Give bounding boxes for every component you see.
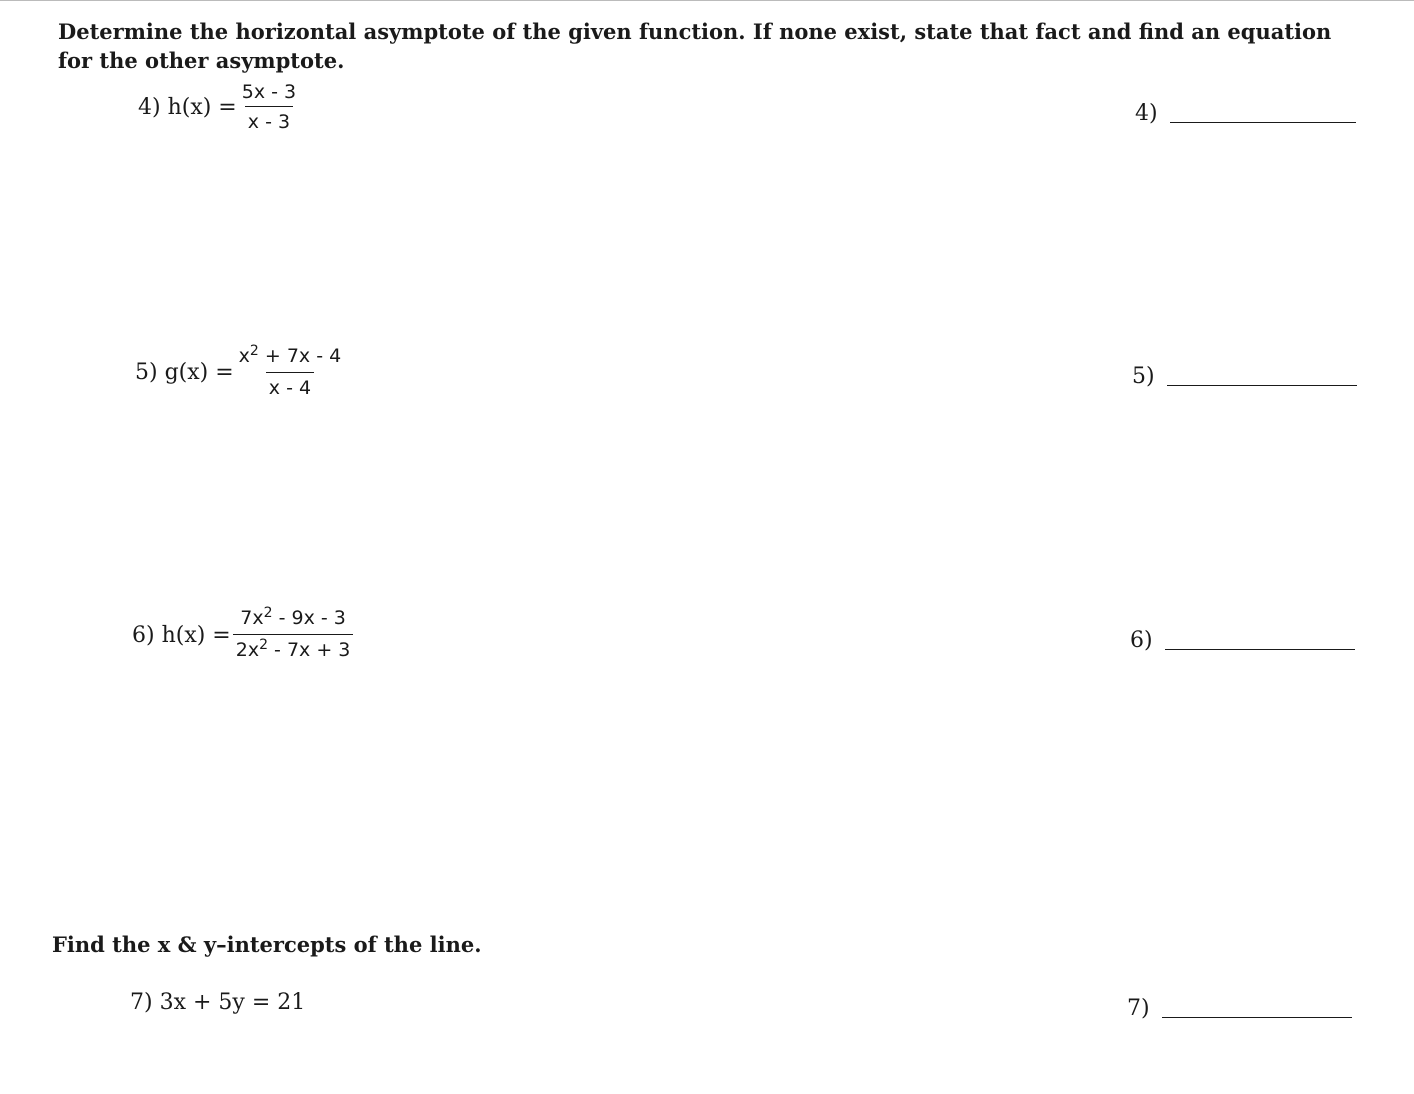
answer-5 [1132, 364, 1357, 389]
answer-7-blank[interactable] [1162, 1016, 1352, 1018]
problem-4 [138, 80, 299, 134]
problem-4-fraction [239, 80, 299, 134]
problem-6-den-base: 2x [235, 639, 260, 661]
problem-6-den-exponent: 2 [259, 637, 269, 653]
answer-5-blank[interactable] [1167, 384, 1357, 386]
answer-4-label: 4) [1135, 101, 1158, 126]
problem-6-num-base: 7x [240, 607, 264, 629]
problem-5-numerator [236, 344, 345, 372]
section-1-instructions: Determine the horizontal asymptote of the given function. If none exist, state that fact and find an equation for the other asymptote. [58, 19, 1332, 73]
problem-5-num-base: x [238, 345, 250, 367]
answer-7 [1127, 996, 1352, 1021]
answer-4 [1135, 101, 1356, 126]
problem-7-equation: 7) 3x + 5y = 21 [130, 990, 306, 1015]
problem-6-den-rest: - 7x + 3 [268, 639, 351, 661]
problem-5-fraction [236, 344, 345, 400]
answer-4-blank[interactable] [1170, 121, 1356, 123]
problem-5-num-exponent: 2 [249, 343, 259, 359]
problem-4-label: 4) h(x) = [138, 94, 237, 120]
section-2-instructions: Find the x & y–intercepts of the line. [52, 932, 482, 957]
problem-6 [132, 606, 353, 664]
problem-6-numerator [237, 606, 349, 634]
problem-6-num-exponent: 2 [263, 605, 273, 621]
page-top-rule [0, 0, 1414, 1]
problem-4-numerator: 5x - 3 [241, 81, 297, 103]
answer-6-blank[interactable] [1165, 648, 1355, 650]
problem-5-denominator: x - 4 [266, 372, 314, 400]
answer-6 [1130, 628, 1355, 653]
problem-6-fraction [233, 606, 354, 664]
problem-4-denominator: x - 3 [245, 106, 293, 134]
problem-7 [130, 990, 305, 1015]
answer-6-label: 6) [1130, 628, 1153, 653]
answer-7-label: 7) [1127, 996, 1150, 1021]
problem-5-label: 5) g(x) = [135, 359, 234, 385]
problem-6-num-rest: - 9x - 3 [272, 607, 346, 629]
problem-6-label: 6) h(x) = [132, 622, 231, 648]
problem-5 [135, 344, 344, 400]
answer-5-label: 5) [1132, 364, 1155, 389]
problem-5-num-rest: + 7x - 4 [258, 345, 342, 367]
problem-6-denominator [233, 634, 354, 664]
